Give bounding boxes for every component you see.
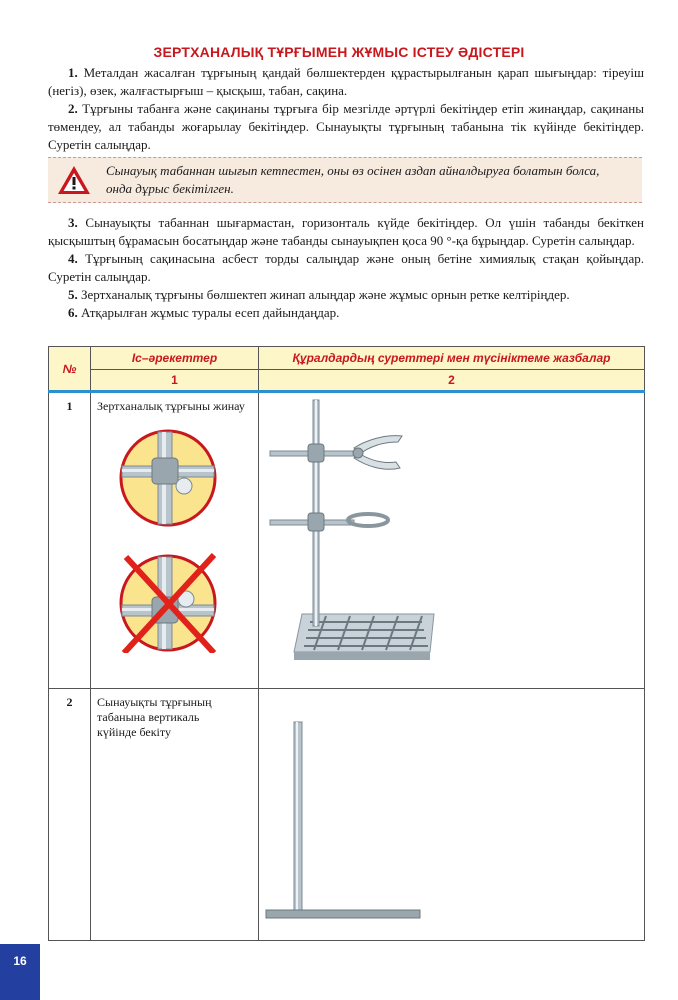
lab-stand-illustration — [266, 396, 442, 668]
steps-main — [48, 214, 644, 322]
col-num-header: № — [49, 347, 91, 392]
step-3: 3. Сынауықты табаннан шығармастан, горизонталь күйде бекітіңдер. Ол үшін табанды бекіткен қысқыштың бұрамасын босатыңдар және табанды сынауықпен қоса 90 °-қа бұрыңдар. Суретін салыңдар. — [48, 215, 645, 248]
row-action: Зертханалық тұрғыны жинау — [91, 392, 259, 689]
step-4: 4. Тұрғының сақинасына асбест торды салыңдар және оның бетіне химиялық стақан қойыңдар. Суретін салыңдар. — [48, 251, 645, 284]
row-num: 1 — [49, 392, 91, 689]
step-2: 2. Тұрғыны табанға және сақинаны тұрғыға бір мезгілде әртүрлі бекітіңдер етіп жинаңдар, сақинаны төмендеу, ал табанды жоғарылау бекітіңдер. Сынауықты тұрғының табанына тік күйінде бекітіңдер. Суретін салыңдар. — [48, 101, 645, 152]
step-6: 6. Атқарылған жұмыс туралы есеп дайындаңдар. — [68, 305, 340, 320]
col-actions-header: Іс–әрекеттер — [91, 347, 259, 370]
row-action: Сынауықты тұрғының табанына вертикаль күйінде бекіту — [91, 689, 259, 941]
page-number: 16 — [13, 954, 27, 968]
row-num: 2 — [49, 689, 91, 941]
warning-text: Сынауық табаннан шығып кетпестен, оны өз осінен аздап айналдыруға болатын болса, онда дұрыс бекітілген. — [106, 163, 600, 196]
page-title: ЗЕРТХАНАЛЫҚ ТҰРҒЫМЕН ЖҰМЫС ІСТЕУ ӘДІСТЕРІ — [153, 44, 525, 60]
vertical-rod-illustration — [264, 718, 424, 924]
warning-triangle-icon — [56, 164, 92, 196]
sub-header-1: 1 — [91, 370, 259, 392]
step-5: 5. Зертханалық тұрғыны бөлшектеп жинап алыңдар және жұмыс орнын ретке келтіріңдер. — [68, 287, 570, 302]
step-1: 1. Металдан жасалған тұрғының қандай бөлшектерден құрастырылғанын қарап шығыңдар: тіреуіш (негіз), өзек, жалғастырғыш – қысқыш, табан, сақина. — [48, 65, 645, 98]
warning-box — [48, 157, 642, 203]
col-images-header: Құралдардың суреттері мен түсініктеме жазбалар — [259, 347, 645, 370]
page-number-box — [0, 944, 40, 1000]
sub-header-2: 2 — [259, 370, 645, 392]
steps-intro — [48, 64, 644, 154]
clamp-correct-illustration — [118, 428, 218, 528]
clamp-incorrect-illustration — [118, 553, 218, 653]
